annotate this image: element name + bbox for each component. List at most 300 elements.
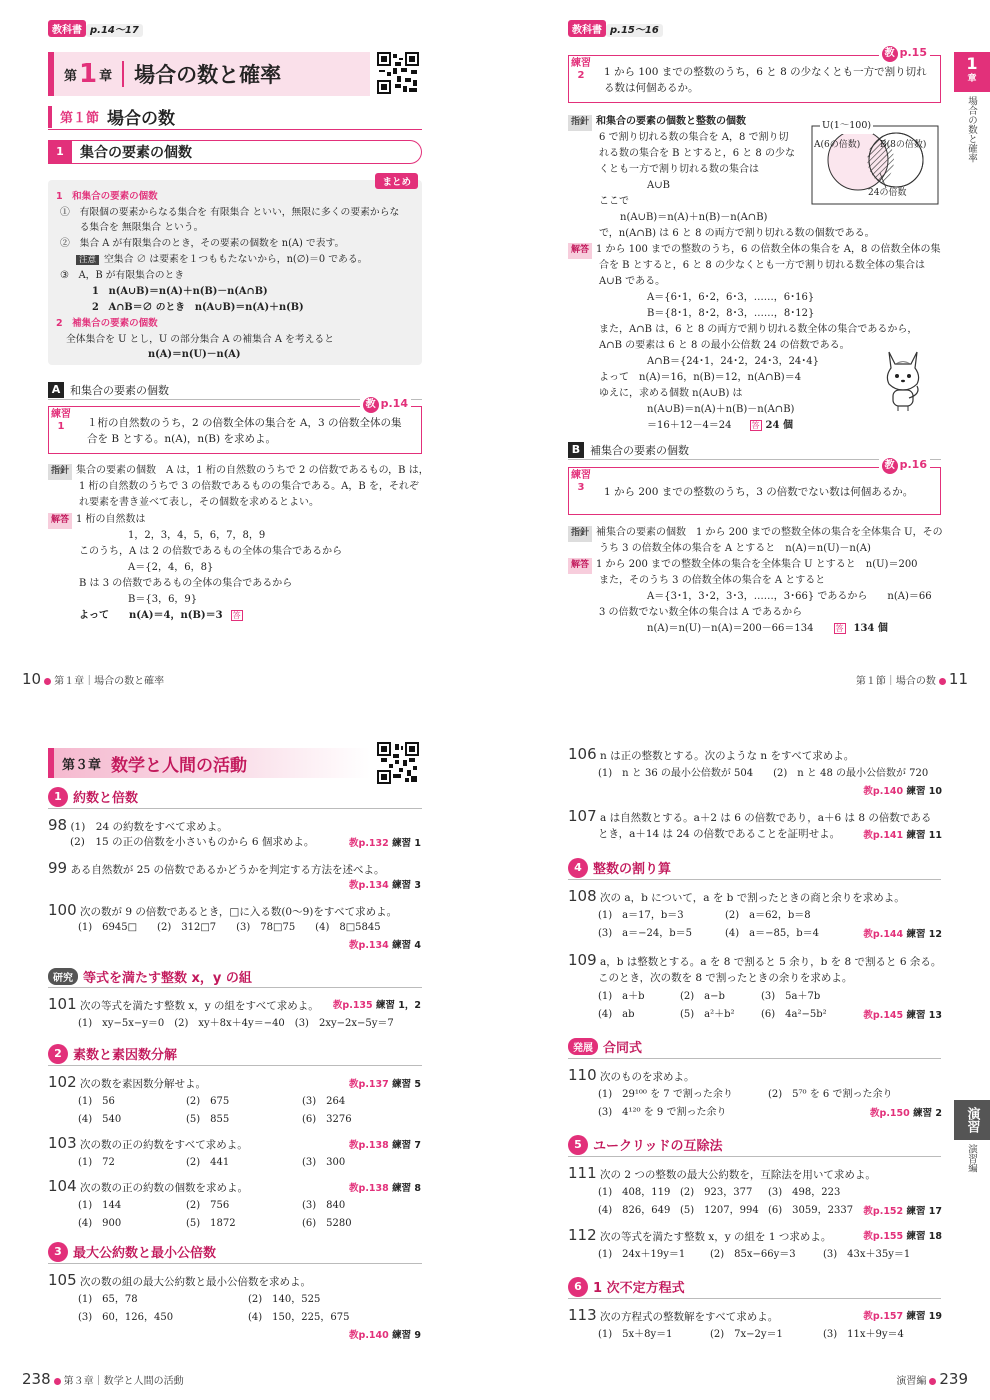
textbook-ref (48, 20, 143, 37)
section-title: 素数と素因数分解 (73, 1048, 178, 1063)
textbook-icon: 教 (363, 397, 379, 413)
section-title: 整数の割り算 (593, 862, 672, 877)
problem-item: (3) 11x＋9y＝4 (823, 1329, 904, 1340)
footer-dot (939, 678, 946, 685)
venn-b-label: B(8の倍数) (880, 140, 927, 150)
page-number: 10 (22, 670, 42, 688)
problem-109 (568, 952, 941, 971)
problem-112 (568, 1227, 831, 1246)
exercise-1-box (48, 397, 422, 454)
textbook-pages: p.15〜16 (606, 24, 663, 37)
problem-item: (3) 498，223 (768, 1187, 841, 1198)
footer-text: 第１節｜場合の数 (855, 676, 936, 687)
problem-item: (2) 7x−2y＝1 (710, 1329, 783, 1340)
problem-number: 99 (48, 859, 68, 877)
guide-line: 1 桁の自然数のうちで 3 の倍数であるものの集合である。A，B を，それぞ (79, 481, 419, 492)
page-239 (495, 730, 990, 1400)
textbook-ref-link[interactable] (333, 997, 421, 1014)
page-number: 11 (948, 670, 968, 688)
page-number: 239 (939, 1370, 968, 1388)
subsection-number: 1 (48, 140, 72, 164)
section-title: 1 次不定方程式 (593, 1281, 685, 1296)
guide-line: A∪B (647, 180, 670, 191)
summary-note (76, 252, 367, 269)
problem-item: (3) 60，126，450 (78, 1312, 174, 1323)
ref-page: p.157 (872, 1311, 904, 1322)
guide-line: 6 で割り切れる数の集合を A，8 で割り切 (599, 132, 789, 143)
research-tag: 研究 (48, 968, 78, 985)
answer-final (647, 621, 888, 637)
chapter-title: 数学と人間の活動 (111, 755, 248, 776)
section-title: 最大公約数と最小公倍数 (73, 1246, 217, 1261)
exercise-tab-text: 演習編 (966, 1144, 977, 1173)
section-number: 5 (568, 1135, 588, 1155)
problem-110 (568, 1067, 694, 1086)
problem-item: (5) 1872 (186, 1218, 236, 1229)
ref-exercise: 練習 19 (906, 1311, 942, 1322)
summary-line: ① 有限個の要素からなる集合を 有限集合 といい，無限に多くの要素からな (60, 207, 400, 218)
textbook-ref-tag[interactable] (879, 458, 930, 474)
exercise-text: １桁の自然数のうち，2 の倍数全体の集合を A，3 の倍数全体の集 (87, 417, 402, 429)
problem-number: 98 (48, 816, 68, 834)
problem-text: (1) 24 の約数をすべて求めよ。 (70, 821, 228, 833)
guide-line: n(A∪B)＝n(A)＋n(B)－n(A∩B) (620, 212, 768, 223)
answer-line: 1，2，3，4，5，6，7，8，9 (128, 530, 266, 541)
formula-union: 1 n(A∪B)＝n(A)＋n(B)－n(A∩B) (92, 286, 268, 297)
problem-item: (2) 923，377 (680, 1187, 753, 1198)
problem-item: (4) a＝−85，b＝4 (725, 928, 819, 939)
textbook-icon: 教 (870, 1108, 880, 1119)
problem-number: 107 (568, 807, 597, 825)
problem-103 (48, 1135, 248, 1154)
guide-text: 和集合の要素の個数と整数の個数 (596, 116, 747, 127)
textbook-ref-tag[interactable] (879, 46, 930, 62)
textbook-ref-link[interactable] (349, 877, 421, 894)
textbook-icon: 教 (882, 458, 898, 474)
guide-tag: 指針 (568, 526, 592, 542)
textbook-ref-link[interactable] (863, 1228, 942, 1245)
ref-page: p.152 (872, 1206, 904, 1217)
answer-line: B＝{8･1，8･2，8･3，……，8･12} (647, 308, 815, 319)
section-number: 2 (48, 1044, 68, 1064)
venn-intersection-label: 24の倍数 (868, 188, 907, 198)
textbook-icon: 教 (349, 1079, 359, 1090)
textbook-ref-link[interactable] (349, 835, 421, 852)
section-number: 3 (48, 1242, 68, 1262)
problem-number: 103 (48, 1134, 77, 1152)
exercise-text: 合を B とする。n(A)，n(B) を求めよ。 (87, 433, 276, 445)
ref-page: p.135 (342, 1000, 373, 1011)
section-1-heading (48, 785, 422, 809)
ref-exercise: 練習 1，2 (375, 1000, 421, 1011)
summary-label: まとめ (375, 173, 418, 189)
footer-text: 第１章｜場合の数と確率 (54, 676, 165, 687)
footer (856, 670, 968, 688)
problem-line: (1) n と 36 の最小公倍数が 504 (2) n と 48 の最小公倍数が 720 (598, 768, 929, 779)
textbook-ref-link[interactable] (863, 827, 942, 844)
problem-text: 次の数を素因数分解せよ。 (79, 1078, 206, 1090)
ref-exercise: 練習 4 (392, 940, 421, 951)
part-a-title: 和集合の要素の個数 (70, 383, 169, 397)
ref-exercise: 練習 18 (906, 1231, 942, 1242)
footer-dot (44, 678, 51, 685)
answer-text: よって n(A)＝4，n(B)＝3 (79, 610, 223, 621)
formula-disjoint: 2 A∩B＝∅ のとき n(A∪B)＝n(A)＋n(B) (92, 302, 304, 313)
guide-line: で，n(A∩B) は 6 と 8 の両方で割り切れる数の個数である。 (599, 228, 875, 239)
exercise-label: 練習 2 (571, 58, 591, 81)
answer-line: A＝{2，4，6，8} (128, 562, 214, 573)
answer-line: 合を B とすると，6 と 8 の少なくとも一方で割り切れる数全体の集合は (599, 260, 925, 271)
ref-exercise: 練習 8 (392, 1183, 421, 1194)
section-number: 6 (568, 1277, 588, 1297)
venn-universe-label: U(1〜100) (820, 118, 873, 134)
problem-106 (568, 746, 854, 765)
answer-line (48, 512, 146, 529)
section-title: 場合の数 (107, 109, 176, 129)
problem-number: 111 (568, 1164, 597, 1182)
textbook-ref (568, 20, 663, 37)
textbook-icon: 教 (863, 929, 873, 940)
problem-item: (3) 5a＋7b (761, 991, 821, 1002)
textbook-ref-link[interactable] (863, 783, 942, 800)
problem-item: (3) 840 (302, 1200, 346, 1211)
problem-item: (5) 855 (186, 1114, 230, 1125)
footer-text: 演習編 (896, 1376, 927, 1387)
answer-line: よって n(A)＝16，n(B)＝12，n(A∩B)＝4 (599, 372, 802, 383)
answer-text: n(A)＝n(U)－n(A)＝200－66＝134 (647, 623, 814, 634)
textbook-icon: 教 (863, 830, 873, 841)
guide-tag: 指針 (568, 115, 592, 131)
problem-number: 109 (568, 951, 597, 969)
chapter-suffix: 章 (99, 68, 113, 84)
answer-line (568, 557, 918, 574)
footer (896, 1370, 968, 1388)
answer-mark: 答 (751, 421, 760, 430)
problem-line: とき，a＋14 は 24 の倍数であることを証明せよ。 (598, 828, 841, 840)
textbook-ref-link[interactable] (349, 1327, 421, 1344)
textbook-icon: 教 (882, 46, 898, 62)
summary-heading-1: 1 和集合の要素の個数 (56, 191, 158, 202)
textbook-ref-link[interactable] (870, 1105, 942, 1122)
answer-line: 3 の倍数でない数全体の集合は A であるから (599, 607, 803, 618)
textbook-ref-link[interactable] (349, 937, 421, 954)
exercise-text: る数は何個あるか。 (604, 82, 699, 94)
guide-line: うち 3 の倍数全体の集合を A とすると n(A)＝n(U)－n(A) (599, 543, 871, 554)
page-11 (495, 0, 990, 690)
answer-line (568, 242, 940, 259)
chapter-banner (48, 52, 370, 96)
problem-item: (1) 24x＋19y＝1 (598, 1249, 686, 1260)
guide-text: 補集合の要素の個数 1 から 200 までの整数全体の集合を全体集合 U，その (596, 527, 943, 538)
problem-item: (1) 144 (78, 1200, 122, 1211)
answer-tag: 解答 (568, 243, 592, 259)
chapter-banner (48, 748, 370, 778)
chapter-tab[interactable] (954, 52, 990, 92)
chapter-tab-suffix: 章 (967, 74, 977, 84)
guide-line: れ要素を書き並べて表し，その個数を求めるとよい。 (79, 497, 319, 508)
problem-number: 104 (48, 1177, 77, 1195)
section-6-heading (568, 1275, 941, 1299)
research-heading (48, 966, 422, 988)
problem-104 (48, 1178, 248, 1197)
problem-line: (1) 6945□ (2) 312□7 (3) 78□75 (4) 8□5845 (78, 922, 381, 933)
answer-text: ＝16＋12－4＝24 (647, 420, 732, 431)
exercise-text: 1 から 100 までの整数のうち，6 と 8 の少なくとも一方で割り切れ (604, 66, 927, 78)
ref-page: p.132 (358, 838, 389, 849)
answer-line: B＝{3，6，9} (128, 594, 198, 605)
answer-line: このうち，A は 2 の倍数であるもの全体の集合であるから (79, 546, 343, 557)
problem-item: (4) 826，649 (598, 1205, 671, 1216)
problem-item: (1) a＝17，b＝3 (598, 910, 684, 921)
textbook-ref-link[interactable] (863, 1308, 942, 1325)
problem-item: (4) ab (598, 1009, 635, 1020)
problem-item: (1) 408，119 (598, 1187, 671, 1198)
guide-line: ここで (599, 196, 629, 207)
exercise-label: 練習 1 (51, 409, 71, 432)
ref-page: p.16 (899, 458, 927, 471)
answer-line: A∪B である。 (599, 276, 666, 287)
ref-page: p.140 (358, 1330, 389, 1341)
ref-page: p.134 (358, 940, 389, 951)
problem-line: (2) 15 の正の倍数を小さいものから 6 個求めよ。 (70, 836, 315, 848)
ref-exercise: 練習 11 (906, 830, 942, 841)
textbook-ref-link[interactable] (349, 1076, 421, 1093)
ref-exercise: 練習 12 (906, 929, 942, 940)
guide-text: 集合の要素の個数 A は，1 桁の自然数のうちで 2 の倍数であるもの，B は， (76, 465, 429, 476)
footer (22, 1370, 184, 1388)
chapter-title: 場合の数と確率 (134, 63, 282, 87)
problem-number: 101 (48, 995, 77, 1013)
problem-item: (3) 264 (302, 1096, 346, 1107)
summary-box (48, 177, 422, 365)
answer-line: B は 3 の倍数であるもの全体の集合であるから (79, 578, 293, 589)
advanced-tag: 発展 (568, 1038, 598, 1055)
chapter-prefix: 第 (64, 68, 78, 84)
problem-number: 105 (48, 1271, 77, 1289)
textbook-ref-link[interactable] (863, 1203, 942, 1220)
problem-number: 106 (568, 745, 597, 763)
problem-line: (1) xy−5x−y＝0 (2) xy＋8x＋4y＝−40 (3) 2xy−2x−5y＝7 (78, 1018, 394, 1029)
note-tag: 注意 (76, 255, 99, 265)
ref-page: p.15 (899, 46, 927, 59)
ref-page: p.145 (872, 1010, 904, 1021)
ref-exercise: 練習 2 (913, 1108, 942, 1119)
problem-item: (2) 5⁷⁰ を 6 で割った余り (768, 1089, 893, 1100)
footer (22, 670, 164, 688)
qr-code[interactable] (377, 742, 419, 784)
section-title: ユークリッドの互除法 (593, 1139, 723, 1154)
formula-complement: n(A)＝n(U)－n(A) (148, 349, 241, 360)
problem-item: (5) 1207，994 (680, 1205, 759, 1216)
problem-item: (3) 300 (302, 1157, 346, 1168)
textbook-icon: 教 (863, 1311, 873, 1322)
chapter-number: 1 (79, 59, 98, 89)
problem-item: (1) 5x＋8y＝1 (598, 1329, 673, 1340)
textbook-icon: 教 (349, 1140, 359, 1151)
problem-item: (1) 56 (78, 1096, 115, 1107)
problem-text: n は正の整数とする。次のような n をすべて求めよ。 (599, 750, 855, 762)
subsection-heading (48, 140, 422, 164)
problem-item: (2) 85x−66y＝3 (710, 1249, 796, 1260)
page-10 (0, 0, 495, 690)
answer-tag: 解答 (568, 558, 592, 574)
mascot-illustration (881, 346, 925, 412)
summary-line: る集合を 無限集合 という。 (60, 222, 204, 233)
problem-number: 102 (48, 1073, 77, 1091)
ref-exercise: 練習 17 (906, 1206, 942, 1217)
part-a-tag: A (48, 382, 64, 398)
problem-item: (2) a＝62，b＝8 (725, 910, 811, 921)
answer-line: A∩B＝{24･1，24･2，24･3，24･4} (647, 356, 820, 367)
guide-line (568, 525, 943, 542)
problem-102 (48, 1074, 206, 1093)
guide-line (48, 463, 429, 480)
answer-line: また，A∩B は，6 と 8 の両方で割り切れる数全体の集合であるから， (599, 324, 918, 335)
problem-text: 次の数の組の最大公約数と最小公倍数を求めよ。 (79, 1276, 311, 1288)
cat-mascot-icon (881, 346, 925, 412)
problem-item: (2) 140，525 (248, 1294, 321, 1305)
problem-number: 108 (568, 887, 597, 905)
page-number: 238 (22, 1370, 51, 1388)
research-title: 等式を満たす整数 x，y の組 (83, 971, 252, 986)
chapter-label: 第３章 (62, 757, 102, 773)
textbook-tag: 教科書 (48, 20, 86, 37)
answer-final (647, 418, 793, 434)
problem-number: 110 (568, 1066, 597, 1084)
answer-mark: 答 (835, 624, 844, 633)
exercise-tab-label: 演習 (964, 1107, 980, 1133)
answer-line: ゆえに，求める個数 n(A∪B) は (599, 388, 743, 399)
ref-page: p.141 (872, 830, 904, 841)
summary-line: ② 集合 A が有限集合のとき，その要素の個数を n(A) で表す。 (60, 238, 345, 249)
problem-item: (1) 72 (78, 1157, 115, 1168)
ref-page: p.137 (358, 1079, 389, 1090)
problem-text: a は自然数とする。a＋2 は 6 の倍数であり，a＋6 は 8 の倍数である (599, 812, 932, 824)
ref-exercise: 練習 9 (392, 1330, 421, 1341)
ref-exercise: 練習 7 (392, 1140, 421, 1151)
summary-line: 全体集合を U とし，U の部分集合 A の補集合 A を考えると (66, 334, 334, 345)
footer-text: 第３章｜数学と人間の活動 (63, 1376, 184, 1387)
problem-number: 112 (568, 1226, 597, 1244)
advanced-heading (568, 1035, 941, 1059)
problem-text: a，b は整数とする。a を 8 で割ると 5 余り，b を 8 で割ると 6 余る。 (599, 956, 942, 968)
problem-text: 次の 2 つの整数の最大公約数を，互除法を用いて求めよ。 (599, 1169, 876, 1181)
answer-text: 1 から 100 までの整数のうち，6 の倍数全体の集合を A，8 の倍数全体の集 (596, 244, 941, 255)
qr-code[interactable] (377, 52, 419, 94)
exercise-2-box (568, 46, 941, 103)
problem-item: (6) 4a²−5b² (761, 1009, 827, 1020)
ref-page: p.138 (358, 1140, 389, 1151)
ref-exercise: 練習 10 (906, 786, 942, 797)
textbook-ref-tag[interactable] (360, 397, 411, 413)
guide-line: れる数の集合を B とすると，6 と 8 の少な (599, 148, 795, 159)
problem-item: (1) 65，78 (78, 1294, 138, 1305)
answer-mark: 答 (232, 611, 241, 620)
problem-item: (1) a＋b (598, 991, 645, 1002)
answer-value: 134 個 (853, 623, 888, 634)
part-b-title: 補集合の要素の個数 (590, 443, 689, 457)
ref-page: p.150 (879, 1108, 910, 1119)
problem-text: 次の等式を満たす整数 x，y の組を 1 つ求めよ。 (599, 1231, 832, 1243)
summary-heading-2: 2 補集合の要素の個数 (56, 318, 158, 329)
guide-line: くとも一方で割り切れる数の集合は (599, 164, 759, 175)
problem-item: (6) 5280 (302, 1218, 352, 1229)
section-marker (48, 106, 52, 128)
guide-tag: 指針 (48, 464, 72, 480)
section-number: 1 (48, 787, 68, 807)
problem-item: (5) a²＋b² (680, 1009, 735, 1020)
problem-item: (4) 900 (78, 1218, 122, 1229)
problem-item: (1) 29¹⁰⁰ を 7 で割った余り (598, 1089, 733, 1100)
problem-text: 次の a，b について，a を b で割ったときの商と余りを求めよ。 (599, 892, 905, 904)
problem-number: 113 (568, 1306, 597, 1324)
textbook-icon: 教 (863, 1231, 873, 1242)
part-b-heading (568, 440, 941, 460)
textbook-ref-link[interactable] (863, 926, 942, 943)
section-number: 4 (568, 858, 588, 878)
textbook-ref-link[interactable] (349, 1137, 421, 1154)
section-title: 約数と倍数 (73, 791, 139, 806)
problem-item: (2) 675 (186, 1096, 230, 1107)
problem-text: ある自然数が 25 の倍数であるかどうかを判定する方法を述べよ。 (70, 864, 385, 876)
problem-item: (6) 3059，2337 (768, 1205, 854, 1216)
ref-exercise: 練習 1 (392, 838, 421, 849)
textbook-icon: 教 (349, 838, 359, 849)
answer-final (79, 608, 243, 624)
summary-line: ③ A，B が有限集合のとき (60, 270, 185, 281)
textbook-ref-link[interactable] (349, 1180, 421, 1197)
note-text: 空集合 ∅ は要素を１つももたないから，n(∅)＝0 である。 (104, 254, 368, 265)
ref-page: p.138 (358, 1183, 389, 1194)
textbook-pages: p.14〜17 (86, 24, 143, 37)
chapter-tab-text: 場合の数と確率 (966, 96, 977, 163)
problem-113 (568, 1307, 778, 1326)
exercise-tab[interactable] (954, 1100, 990, 1140)
section-5-heading (568, 1133, 941, 1157)
chapter-divider (122, 61, 124, 87)
problem-text: 次の数の正の約数をすべて求めよ。 (79, 1139, 248, 1151)
textbook-ref-link[interactable] (863, 1007, 942, 1024)
problem-107 (568, 808, 931, 827)
part-b-tag: B (568, 442, 584, 458)
problem-111 (568, 1165, 876, 1184)
textbook-icon: 教 (349, 880, 359, 891)
section-heading (48, 104, 422, 130)
problem-item: (2) a−b (680, 991, 725, 1002)
footer-dot (929, 1378, 936, 1385)
exercise-label: 練習 3 (571, 470, 591, 493)
answer-line: A＝{6･1，6･2，6･3，……，6･16} (647, 292, 815, 303)
problem-item: (4) 540 (78, 1114, 122, 1125)
textbook-icon: 教 (863, 1010, 873, 1021)
textbook-icon: 教 (863, 786, 873, 797)
answer-line: A＝{3･1，3･2，3･3，……，3･66} であるから n(A)＝66 (647, 591, 932, 602)
problem-105 (48, 1272, 311, 1291)
ref-exercise: 練習 5 (392, 1079, 421, 1090)
problem-number: 100 (48, 901, 77, 919)
ref-page: p.140 (872, 786, 904, 797)
problem-text: 次のものを求めよ。 (599, 1071, 695, 1083)
ref-page: p.155 (872, 1231, 904, 1242)
textbook-icon: 教 (349, 1330, 359, 1341)
problem-99 (48, 860, 384, 879)
answer-text: 1 から 200 までの整数全体の集合を全体集合 U とすると n(U)＝200 (596, 559, 918, 570)
problem-line: このとき，次の数を 8 で割ったときの余りを求めよ。 (598, 972, 853, 984)
footer-dot (54, 1378, 61, 1385)
ref-exercise: 練習 13 (906, 1010, 942, 1021)
problem-text: 次の数の正の約数の個数を求めよ。 (79, 1182, 248, 1194)
textbook-icon: 教 (349, 940, 359, 951)
